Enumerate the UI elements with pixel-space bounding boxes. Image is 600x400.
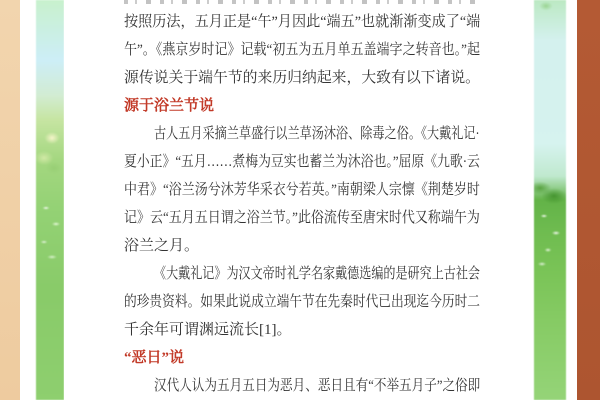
text-line	[124, 148, 480, 176]
text-line-content: 汉代人认为五月五日为恶月、恶日且有“不举五月子”之俗即	[154, 378, 481, 394]
right-edge-panel	[577, 0, 600, 400]
text-line-content: 的珍贵资料。如果此说成立端午节在先秦时代已出现迄今历时二	[124, 294, 481, 310]
text-line-content: 午”。《燕京岁时记》记载“初五为五月单五盖端字之转音也。”起	[124, 42, 480, 58]
text-line	[124, 36, 480, 64]
text-line-content: 浴兰之月。	[124, 238, 200, 254]
text-line	[124, 204, 480, 232]
text-line-content: 千余年可谓渊远流长[1]。	[124, 322, 292, 338]
left-meadow-strip	[36, 0, 64, 400]
text-line	[124, 120, 480, 148]
text-line-content: 记》云“五月五日谓之浴兰节。”此俗流传至唐宋时代又称端午为	[124, 210, 480, 226]
text-line	[124, 8, 480, 36]
text-line-content: 夏小正》“五月……煮梅为豆实也蓄兰为沐浴也。”屈原《九歌·云	[124, 154, 480, 170]
section-heading: 源于浴兰节说	[124, 98, 215, 114]
section-heading: “恶日”说	[124, 350, 185, 366]
text-line-content: 中君》“浴兰汤兮沐芳华采衣兮若英。”南朝梁人宗懔《荆楚岁时	[124, 182, 480, 198]
text-line-content: 按照历法，五月正是“午”月因此“端五”也就渐渐变成了“端	[124, 14, 481, 30]
article-page[interactable]	[64, 0, 534, 400]
text-line	[124, 316, 480, 344]
text-line	[124, 64, 480, 92]
text-line	[124, 288, 480, 316]
text-line-content: 古人五月采摘兰草盛行以兰草汤沐浴、除毒之俗。《大戴礼记·	[154, 126, 480, 142]
article-text	[124, 8, 480, 400]
text-line-content: 源传说关于端午节的来历归纳起来，大致有以下诸说。	[124, 70, 481, 86]
clipped-text-line	[124, 0, 476, 4]
right-meadow-strip	[534, 0, 566, 400]
text-line	[124, 176, 480, 204]
text-line-content: 《大戴礼记》为汉文帝时礼学名家戴德选编的是研究上古社会	[154, 266, 481, 282]
text-line	[124, 232, 480, 260]
text-line	[124, 372, 480, 400]
text-line	[124, 260, 480, 288]
left-edge-panel	[0, 0, 20, 400]
